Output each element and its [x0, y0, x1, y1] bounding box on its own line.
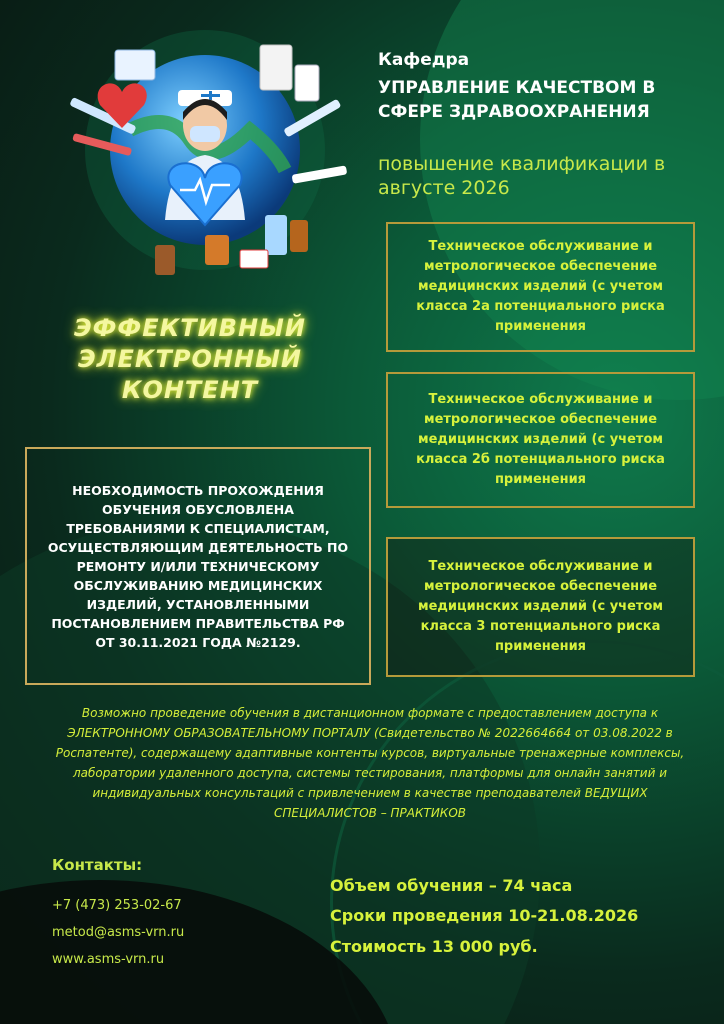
requirement-notice — [25, 447, 371, 685]
department-label: Кафедра — [378, 50, 470, 70]
contact-phone[interactable]: +7 (473) 253-02-67 — [52, 898, 182, 913]
course-title: Техническое обслуживание и метрологическое обеспечение медицинских изделий (с учетом класса 3 потенциального риска применения — [417, 559, 664, 654]
contact-email[interactable]: metod@asms-vrn.ru — [52, 925, 185, 940]
nurse-illustration — [60, 20, 350, 290]
training-dates: Сроки проведения 10-21.08.2026 — [330, 906, 639, 925]
slogan: ЭФФЕКТИВНЫЙ ЭЛЕКТРОННЫЙ КОНТЕНТ — [73, 314, 306, 404]
course-title: Техническое обслуживание и метрологическое обеспечение медицинских изделий (с учетом класса 2а потенциального риска применения — [416, 239, 665, 334]
course-box — [386, 372, 695, 508]
course-title: Техническое обслуживание и метрологическое обеспечение медицинских изделий (с учетом класса 2б потенциального риска применения — [416, 392, 665, 487]
department-title: УПРАВЛЕНИЕ КАЧЕСТВОМ В СФЕРЕ ЗДРАВООХРАНЕНИЯ — [378, 78, 656, 122]
program-subtitle: повышение квалификации в августе 2026 — [378, 153, 666, 199]
course-box — [386, 222, 695, 352]
training-volume: Объем обучения – 74 часа — [330, 876, 573, 895]
training-price: Стоимость 13 000 руб. — [330, 937, 538, 956]
contacts-title: Контакты: — [52, 856, 143, 874]
course-box — [386, 537, 695, 677]
requirement-text: НЕОБХОДИМОСТЬ ПРОХОЖДЕНИЯ ОБУЧЕНИЯ ОБУСЛОВЛЕНА ТРЕБОВАНИЯМИ К СПЕЦИАЛИСТАМ, ОСУЩЕСТВЛЯЮЩИМ ДЕЯТЕЛЬНОСТЬ ПО РЕМОНТУ И/ИЛИ ТЕХНИЧЕСКОМУ ОБСЛУЖИВАНИЮ МЕДИЦИНСКИХ ИЗДЕЛИЙ, УСТАНОВЛЕННЫМИ ПОСТАНОВЛЕНИЕМ ПРАВИТЕЛЬСТВА РФ ОТ 30.11.2021 ГОДА №2129. — [47, 482, 349, 650]
remote-learning-text: Возможно проведение обучения в дистанционном формате с предоставлением доступа к ЭЛЕКТРОННОМУ ОБРАЗОВАТЕЛЬНОМУ ПОРТАЛУ (Свидетельство № 2022664664 от 03.08.2022 в Роспатенте), содержащему адаптивные контенты курсов, виртуальные тренажерные комплексы, лаборатории удаленного доступа, системы тестирования, платформы для онлайн занятий и индивидуальных консультаций с привлечением в качестве преподавателей ВЕДУЩИХ СПЕЦИАЛИСТОВ – ПРАКТИКОВ — [55, 706, 685, 820]
contact-website[interactable]: www.asms-vrn.ru — [52, 952, 165, 967]
